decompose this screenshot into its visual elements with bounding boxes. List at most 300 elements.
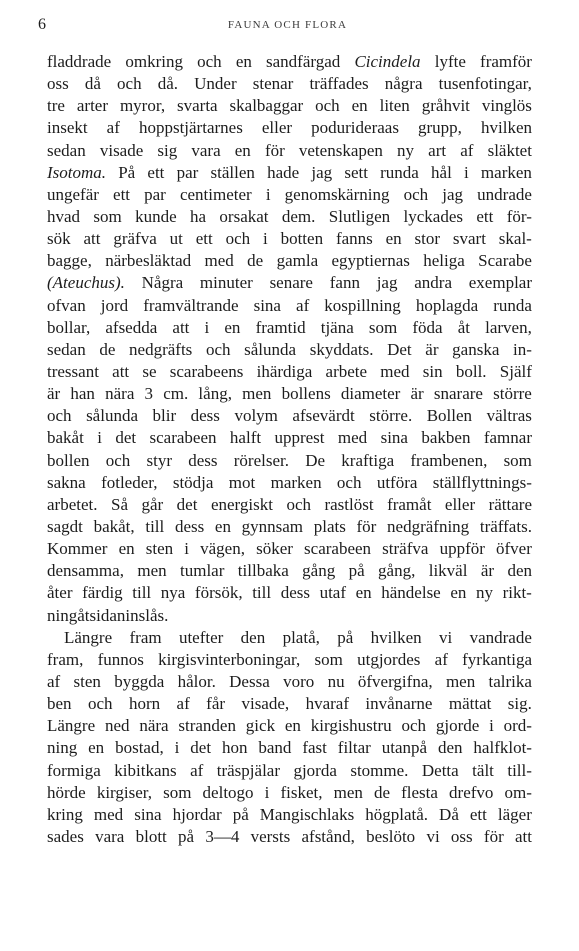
word: nu xyxy=(327,671,345,691)
word: liten xyxy=(379,96,410,116)
word: egyptiernas xyxy=(331,251,410,271)
word: sina xyxy=(134,804,162,824)
text-line xyxy=(47,51,532,73)
word: bollar, xyxy=(47,317,91,337)
word: fanns xyxy=(335,229,373,249)
word: 3—4 xyxy=(205,826,240,846)
word: och xyxy=(205,339,231,359)
word: orsakat xyxy=(219,206,269,226)
word: tillbaka xyxy=(237,561,289,581)
word: de xyxy=(247,251,264,271)
word: minuter xyxy=(199,273,253,293)
word: händelse xyxy=(381,583,441,603)
word: Bollen xyxy=(426,406,473,426)
word: men xyxy=(445,671,476,691)
word: sig. xyxy=(507,694,532,714)
word: för- xyxy=(506,206,532,226)
word: kibitkans xyxy=(114,760,177,780)
word: med xyxy=(204,251,234,271)
word: sträfva xyxy=(382,539,429,559)
word: en xyxy=(450,583,467,603)
word: in- xyxy=(513,339,532,359)
word: ben xyxy=(47,694,72,714)
word: Längre xyxy=(64,627,113,647)
word: fast xyxy=(302,738,327,758)
word: hoppstjärtarnes xyxy=(138,118,243,138)
word: af xyxy=(176,694,190,714)
word: det xyxy=(190,738,212,758)
word: i xyxy=(464,162,469,182)
word: nära xyxy=(139,716,169,736)
word: Dessa xyxy=(229,671,270,691)
word: tusenfotingar, xyxy=(438,74,532,94)
word: centimeter xyxy=(179,184,252,204)
word: som xyxy=(368,317,398,337)
text-line xyxy=(47,427,532,449)
word: versts xyxy=(250,826,291,846)
word: scarabeen xyxy=(304,539,372,559)
word: till xyxy=(132,583,152,603)
running-title: FAUNA OCH FLORA xyxy=(227,19,348,31)
word: af xyxy=(296,295,310,315)
word: är xyxy=(480,561,495,581)
word: jag xyxy=(311,162,333,182)
word: undrade xyxy=(477,184,532,204)
word: dess xyxy=(190,406,220,426)
word: är xyxy=(47,384,61,404)
word: ofvan xyxy=(47,295,86,315)
word: utefter xyxy=(178,627,224,647)
word: utaf xyxy=(319,583,347,603)
word: rörelser. xyxy=(233,450,289,470)
word: på xyxy=(178,826,195,846)
word: en xyxy=(234,140,251,160)
word: hvad xyxy=(47,206,81,226)
word: framvältrande xyxy=(143,295,239,315)
word: ett xyxy=(195,229,213,249)
word: tre xyxy=(47,96,65,116)
word: talrika xyxy=(488,671,532,691)
word: platå, xyxy=(282,627,320,647)
text-line xyxy=(47,73,532,95)
word: försök, xyxy=(194,583,243,603)
word: byggda xyxy=(114,671,165,691)
word: går xyxy=(141,494,164,514)
word: ett xyxy=(147,162,165,182)
word: tält xyxy=(472,760,494,780)
text-line xyxy=(47,715,532,737)
word: gamla xyxy=(276,251,319,271)
word: större. xyxy=(369,406,413,426)
word: larven, xyxy=(485,317,532,337)
word: får xyxy=(206,694,226,714)
word: hon xyxy=(221,738,248,758)
word: halfklot- xyxy=(473,738,532,758)
word: kirgiser, xyxy=(96,782,153,802)
word: vi xyxy=(439,627,453,647)
word: se xyxy=(142,361,157,381)
word: men xyxy=(137,561,167,581)
word: hvaraf xyxy=(305,694,349,714)
word: sakna xyxy=(47,472,86,492)
word: kraftiga xyxy=(341,450,395,470)
text-line xyxy=(47,317,532,339)
word: bakåt xyxy=(47,428,84,448)
word: Så xyxy=(110,494,128,514)
text-line xyxy=(47,582,532,604)
word: af xyxy=(434,649,448,669)
word: gjorda xyxy=(293,760,337,780)
word: vara xyxy=(191,140,221,160)
word: åt xyxy=(77,605,90,625)
word: exemplar xyxy=(468,273,532,293)
word: att xyxy=(514,826,532,846)
text-line xyxy=(47,760,532,782)
word: voro xyxy=(283,671,315,691)
word: ning xyxy=(47,738,78,758)
word: Några xyxy=(141,273,184,293)
word: myror, xyxy=(119,96,166,116)
word: fyrkantiga xyxy=(462,649,532,669)
word: ha xyxy=(190,206,207,226)
word: utgjordes xyxy=(357,649,421,669)
word: heliga xyxy=(423,251,465,271)
text-line xyxy=(47,361,532,383)
word: då xyxy=(84,74,101,94)
word: oss xyxy=(47,74,69,94)
word: mot xyxy=(228,472,256,492)
word: ny xyxy=(397,140,415,160)
word: vandrade xyxy=(469,627,532,647)
word: sidan xyxy=(89,605,126,625)
word: på xyxy=(232,804,249,824)
word: han xyxy=(70,384,95,404)
word: vi xyxy=(426,826,440,846)
italic-word: Cicindela xyxy=(354,52,421,71)
word: skal- xyxy=(498,229,532,249)
word: en xyxy=(284,716,301,736)
word: tressant xyxy=(47,361,99,381)
word: för xyxy=(264,140,285,160)
word: oss xyxy=(450,826,473,846)
word: arter xyxy=(76,96,109,116)
word: af xyxy=(106,118,120,138)
word: af xyxy=(460,140,474,160)
word: tjäna xyxy=(320,317,354,337)
word: söker xyxy=(256,539,293,559)
word: läger xyxy=(497,804,532,824)
word: cm. xyxy=(163,384,189,404)
word: fram xyxy=(129,627,162,647)
word: Det xyxy=(387,339,412,359)
word: träffats. xyxy=(479,516,532,536)
word: af xyxy=(47,671,61,691)
word: ord- xyxy=(503,716,532,736)
word: en xyxy=(385,229,402,249)
word: ett xyxy=(476,206,494,226)
word: att xyxy=(83,229,101,249)
word: hjordar xyxy=(172,804,222,824)
word: som xyxy=(163,782,192,802)
italic-word: (Ateuchus). xyxy=(47,273,125,293)
word: volym xyxy=(234,406,278,426)
word: men xyxy=(333,782,363,802)
word: kunde xyxy=(135,206,177,226)
word: blir xyxy=(152,406,177,426)
word: par xyxy=(144,184,166,204)
word: formiga xyxy=(47,760,101,780)
word: då. xyxy=(157,74,178,94)
page-number: 6 xyxy=(38,16,46,33)
word: ungefär xyxy=(47,184,99,204)
word: marken xyxy=(270,472,322,492)
word: jag xyxy=(442,184,464,204)
text-line xyxy=(47,228,532,250)
word: med xyxy=(93,804,124,824)
word: öfver xyxy=(496,539,532,559)
word: den xyxy=(240,627,266,647)
word: är xyxy=(425,339,439,359)
word: likväl xyxy=(428,561,468,581)
word: afsedda xyxy=(105,317,158,337)
word: sandfärgad xyxy=(266,52,341,71)
word: hörde xyxy=(47,782,86,802)
page-header xyxy=(30,16,545,38)
word: nära xyxy=(105,384,135,404)
word: vara xyxy=(95,826,125,846)
text-line xyxy=(47,782,532,804)
word: svart xyxy=(452,229,486,249)
word: att xyxy=(172,317,190,337)
word: styr xyxy=(146,450,173,470)
text-line xyxy=(47,250,532,272)
word: omkring xyxy=(125,52,183,71)
word: i xyxy=(184,539,189,559)
word: insekt xyxy=(47,118,88,138)
word: högplatå. xyxy=(365,804,429,824)
word: och xyxy=(197,52,222,71)
word: åt xyxy=(457,317,470,337)
word: som xyxy=(503,450,532,470)
word: grupp, xyxy=(418,118,462,138)
word: deltogo xyxy=(202,782,254,802)
word: frambenen, xyxy=(410,450,488,470)
word: horn xyxy=(128,694,161,714)
word: en xyxy=(214,516,231,536)
word: halft xyxy=(229,428,262,448)
word: boll. xyxy=(455,361,487,381)
word: gång xyxy=(302,561,336,581)
word: bakåt, xyxy=(93,516,135,536)
word: vinglös xyxy=(481,96,532,116)
word: Mangischlaks xyxy=(259,804,355,824)
word: gjorde xyxy=(435,716,480,736)
word: färdig xyxy=(82,583,123,603)
word: bakben xyxy=(421,428,471,448)
word: 3 xyxy=(144,384,154,404)
word: lyfte xyxy=(434,52,466,71)
text-line xyxy=(47,538,532,560)
word: famnar xyxy=(483,428,532,448)
word: träspjälar xyxy=(216,760,280,780)
word: och xyxy=(315,96,340,116)
word: flesta xyxy=(401,782,438,802)
word: andra xyxy=(414,273,452,293)
word: bollens xyxy=(281,384,331,404)
text-line xyxy=(47,295,532,317)
word: dess xyxy=(280,583,310,603)
word: det xyxy=(115,428,137,448)
word: eller xyxy=(444,494,476,514)
word: sina xyxy=(380,428,408,448)
word: i xyxy=(97,428,102,448)
word: densamma, xyxy=(47,561,124,581)
word: sålunda xyxy=(244,339,297,359)
word: ställen xyxy=(210,162,255,182)
word: ning xyxy=(47,605,78,625)
text-line xyxy=(47,95,532,117)
word: stor xyxy=(414,229,441,249)
word: art xyxy=(428,140,447,160)
word: Detta xyxy=(421,760,459,780)
word: större xyxy=(493,384,532,404)
text-line xyxy=(47,140,532,162)
word: jag xyxy=(376,273,398,293)
word: de xyxy=(373,782,391,802)
word: par xyxy=(176,162,199,182)
word: en xyxy=(235,52,252,71)
word: sök xyxy=(47,229,71,249)
word: senare xyxy=(269,273,313,293)
word: släktet xyxy=(487,140,532,160)
word: framtid xyxy=(255,317,306,337)
text-line xyxy=(47,383,532,405)
word: rikt- xyxy=(502,583,532,603)
word: och xyxy=(286,494,311,514)
word: Då xyxy=(439,804,459,824)
word: skalbaggar xyxy=(229,96,304,116)
word: hade xyxy=(267,162,300,182)
word: till- xyxy=(507,760,532,780)
word: föda xyxy=(412,317,443,337)
word: att xyxy=(112,361,130,381)
word: arbetet. xyxy=(47,494,98,514)
word: lång, xyxy=(198,384,232,404)
word: med xyxy=(380,361,410,381)
word: runda xyxy=(380,162,419,182)
word: en xyxy=(351,96,368,116)
word: af xyxy=(190,760,204,780)
word: i xyxy=(264,782,270,802)
word: ett xyxy=(469,804,487,824)
word: åter xyxy=(47,583,73,603)
text-line xyxy=(47,605,532,627)
word: hoplagda xyxy=(415,295,479,315)
word: nya xyxy=(160,583,186,603)
word: några xyxy=(384,74,423,94)
word: Slutligen xyxy=(328,206,391,226)
word: är xyxy=(410,384,424,404)
word: sedan xyxy=(47,140,86,160)
word: kospillning xyxy=(324,295,401,315)
word: Längre xyxy=(47,716,96,736)
word: i xyxy=(262,229,268,249)
word: eller xyxy=(261,118,293,138)
word: som xyxy=(314,649,343,669)
word: genomskärning xyxy=(284,184,390,204)
word: upprest xyxy=(274,428,325,448)
word: och xyxy=(336,472,362,492)
word: beslöto xyxy=(366,826,416,846)
word: och xyxy=(117,74,142,94)
word: ett xyxy=(113,184,131,204)
word: utföra xyxy=(376,472,418,492)
text-line xyxy=(47,450,532,472)
word: en xyxy=(224,317,241,337)
word: rättare xyxy=(488,494,532,514)
word: sten xyxy=(73,671,101,691)
word: bagge, xyxy=(47,251,92,271)
word: men xyxy=(242,384,272,404)
word: närbesläktad xyxy=(105,251,192,271)
word: bollen xyxy=(47,450,90,470)
text-line xyxy=(47,162,532,184)
word: jord xyxy=(100,295,129,315)
word: drefvo xyxy=(449,782,494,802)
text-line xyxy=(47,494,532,516)
word: visade xyxy=(99,140,144,160)
word: vältras xyxy=(486,406,532,426)
word: ihärdiga xyxy=(256,361,313,381)
word: i xyxy=(204,317,210,337)
text-line xyxy=(47,737,532,759)
word: om- xyxy=(504,782,532,802)
word: ned xyxy=(104,716,130,736)
word: fisket, xyxy=(280,782,323,802)
word: blott xyxy=(135,826,167,846)
word: snarare xyxy=(433,384,483,404)
text-line xyxy=(47,671,532,693)
word: hål xyxy=(431,162,452,182)
word: stödja xyxy=(172,472,214,492)
word: nedgräfning xyxy=(387,516,470,536)
word: på xyxy=(348,561,365,581)
word: och xyxy=(401,716,427,736)
text-line xyxy=(47,117,532,139)
word: På xyxy=(118,162,136,182)
word: dess xyxy=(188,450,218,470)
word: på xyxy=(337,627,354,647)
word: och xyxy=(87,694,113,714)
word: utanpå xyxy=(381,738,428,758)
word: skyddats. xyxy=(309,339,374,359)
word: uppför xyxy=(439,539,485,559)
word: stomme. xyxy=(350,760,409,780)
word: diameter xyxy=(340,384,401,404)
text-line xyxy=(47,804,532,826)
word: i xyxy=(489,716,494,736)
word: marken xyxy=(480,162,532,182)
word: en xyxy=(355,583,372,603)
text-line xyxy=(47,405,532,427)
word: öfvergifna, xyxy=(357,671,433,691)
word: runda xyxy=(493,295,532,315)
word: energiskt xyxy=(210,494,273,514)
word: det xyxy=(176,494,198,514)
word: träffades xyxy=(309,74,369,94)
word: band xyxy=(258,738,292,758)
word: stranden xyxy=(178,716,236,736)
